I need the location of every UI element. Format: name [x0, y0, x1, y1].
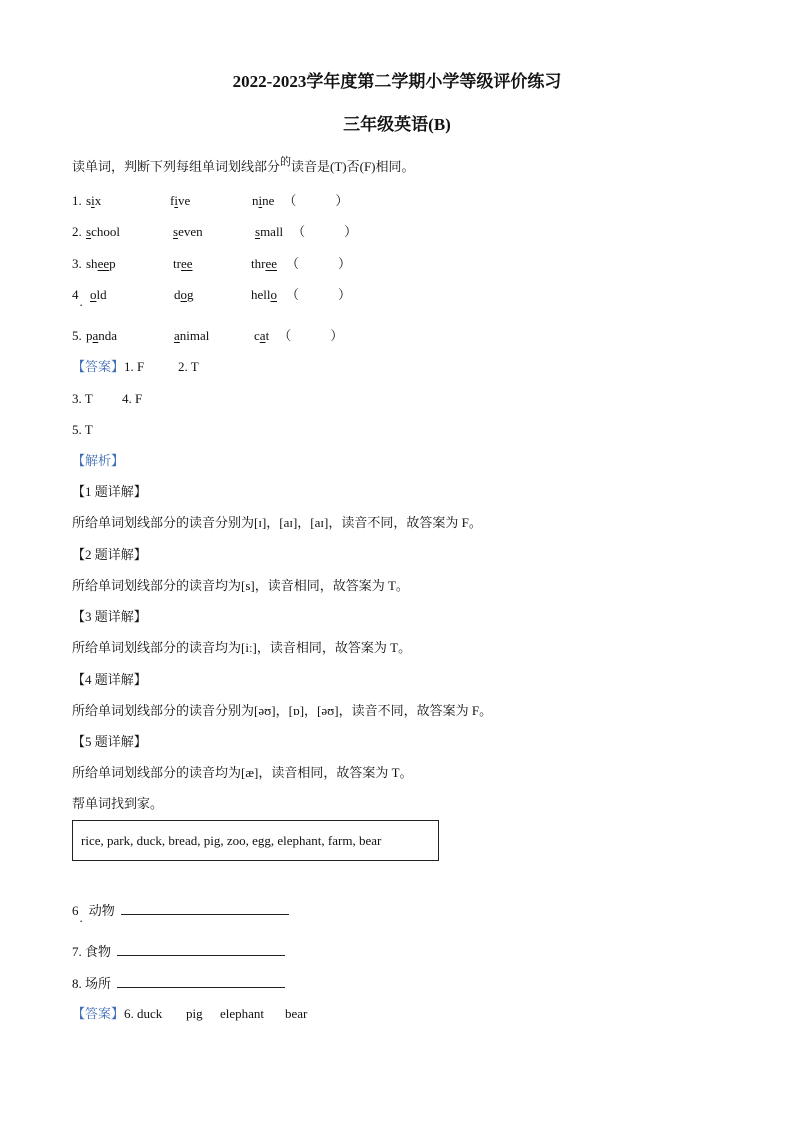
word: [86, 255, 116, 273]
page-title: 2022-2023学年度第二学期小学等级评价练习: [232, 72, 562, 91]
word-part: x: [94, 193, 102, 208]
word: [86, 327, 117, 345]
underlined-letters: s: [86, 224, 92, 239]
analysis-tag: 【解析】: [72, 453, 125, 468]
word-part: f: [170, 193, 175, 208]
answer-parentheses: （ ）: [283, 193, 349, 208]
underlined-letters: a: [259, 328, 266, 343]
word: [173, 255, 193, 273]
question-number: 3.: [72, 256, 82, 271]
word-with-answer-slot: [251, 255, 351, 273]
word: [86, 192, 101, 210]
word-part: ne: [262, 193, 275, 208]
word-with-answer-slot: [255, 223, 357, 241]
underlined-letters: ee: [180, 256, 193, 271]
underlined-letters: a: [174, 328, 180, 343]
part2-instruction: 帮单词找到家。: [72, 796, 164, 811]
word-part: c: [254, 328, 260, 343]
answer-block: [72, 1005, 162, 1023]
underlined-letters: o: [180, 287, 187, 302]
underlined-letters: ee: [265, 256, 277, 271]
answer-blank: [117, 942, 285, 956]
word-part: t: [265, 328, 270, 343]
underlined-letters: ee: [97, 256, 110, 271]
answer-item: 5. T: [72, 422, 93, 437]
question-number: 7.: [72, 944, 82, 959]
question-number: 8.: [72, 976, 82, 991]
word-part: d: [174, 287, 181, 302]
answer-item: 3. T: [72, 391, 93, 406]
question-1: [0, 192, 794, 212]
question-4: [0, 286, 794, 309]
underlined-letters: i: [91, 193, 95, 208]
question-6: [0, 901, 794, 925]
underlined-letters: o: [270, 287, 277, 302]
word-with-answer-slot: [251, 286, 351, 304]
question-number: 6: [72, 903, 79, 918]
instruction-text: 读单词，判断下列每组单词划线部分: [72, 159, 281, 174]
answer-block: [72, 358, 144, 376]
answer-blank: [117, 974, 285, 988]
question-number: 1.: [72, 193, 82, 208]
word-part: p: [86, 328, 93, 343]
word-part: mall: [260, 224, 284, 239]
question-number: 2.: [72, 224, 82, 239]
answer-row-2: [0, 390, 794, 410]
underlined-letters: i: [174, 193, 178, 208]
instruction-text: 读音是(T)否(F)相同。: [291, 159, 415, 174]
underlined-letters: s: [255, 224, 261, 239]
answer-parentheses: （ ）: [278, 328, 344, 343]
detail-text: 所给单词划线部分的读音分别为[əʊ]，[ɒ]，[əʊ]，读音不同，故答案为 F。: [72, 703, 493, 718]
word-part: chool: [91, 224, 120, 239]
word-part: nda: [98, 328, 118, 343]
detail-heading: 【5 题详解】: [72, 734, 147, 749]
number-dot: .: [79, 294, 83, 309]
detail-heading: 【3 题详解】: [72, 609, 147, 624]
answer-tag: 【答案】: [72, 1006, 125, 1021]
word-with-answer-slot: [252, 192, 348, 210]
answer-row-4: [0, 1005, 794, 1025]
question-5: [0, 327, 794, 347]
detail-heading: 【2 题详解】: [72, 547, 147, 562]
question-7: [0, 942, 794, 962]
answer-parentheses: （ ）: [286, 256, 352, 271]
category-label: 场所: [85, 976, 112, 991]
answer-item: 4. F: [122, 391, 143, 406]
answer-blank: [121, 901, 289, 915]
page-subtitle: 三年级英语(B): [343, 115, 451, 134]
answer-item: 6. duck: [124, 1006, 163, 1021]
answer-tag: 【答案】: [72, 359, 125, 374]
answer-item: bear: [285, 1006, 308, 1021]
answer-item: 1. F: [124, 359, 145, 374]
question-2: [0, 223, 794, 243]
word-with-answer-slot: [254, 327, 343, 345]
underlined-letters: a: [92, 328, 99, 343]
answer-item: pig: [186, 1006, 203, 1021]
word-bank-text: rice, park, duck, bread, pig, zoo, egg, elephant, farm, bear: [81, 833, 382, 848]
answer-item: elephant: [220, 1006, 265, 1021]
word-part: sh: [86, 256, 98, 271]
part1-instruction: [72, 158, 415, 177]
detail-text: 所给单词划线部分的读音分别为[ɪ]，[aɪ]，[aɪ]，读音不同，故答案为 F。: [72, 515, 482, 530]
detail-heading: 【4 题详解】: [72, 672, 147, 687]
word-part: even: [178, 224, 203, 239]
answer-row-3: [0, 421, 794, 441]
question-number: [72, 286, 89, 309]
answer-parentheses: （ ）: [286, 287, 352, 302]
instruction-raised-char: 的: [280, 156, 292, 168]
number-dot: .: [79, 910, 83, 925]
category-label: 食物: [85, 944, 112, 959]
answer-parentheses: （ ）: [292, 224, 358, 239]
category-line: [72, 942, 285, 961]
word: [86, 223, 120, 241]
question-number: 5.: [72, 328, 82, 343]
word: [174, 286, 194, 304]
word-part: p: [109, 256, 116, 271]
detail-text: 所给单词划线部分的读音均为[s]，读音相同，故答案为 T。: [72, 578, 409, 593]
detail-text: 所给单词划线部分的读音均为[iː]，读音相同，故答案为 T。: [72, 640, 412, 655]
word-part: nimal: [179, 328, 210, 343]
word: [174, 327, 209, 345]
word: [170, 192, 190, 210]
category-line: [72, 974, 285, 993]
question-8: [0, 974, 794, 994]
underlined-letters: s: [173, 224, 179, 239]
question-3: [0, 255, 794, 275]
detail-text: 所给单词划线部分的读音均为[æ]，读音相同，故答案为 T。: [72, 765, 413, 780]
word-part: hell: [251, 287, 271, 302]
number-text: 4: [72, 287, 79, 302]
word-part: thr: [251, 256, 266, 271]
word: [90, 286, 107, 304]
word-bank-box: [72, 820, 439, 861]
answer-row-1: [0, 358, 794, 378]
word-part: ld: [96, 287, 107, 302]
word-part: n: [252, 193, 259, 208]
category-line: [72, 901, 289, 925]
answer-item: 2. T: [178, 359, 199, 374]
word-part: tr: [173, 256, 181, 271]
underlined-letters: i: [258, 193, 263, 208]
word-part: s: [86, 193, 92, 208]
word: [173, 223, 203, 241]
word-part: g: [187, 287, 194, 302]
category-label: 动物: [88, 903, 115, 918]
detail-heading: 【1 题详解】: [72, 484, 147, 499]
underlined-letters: o: [90, 287, 97, 302]
word-part: ve: [177, 193, 191, 208]
